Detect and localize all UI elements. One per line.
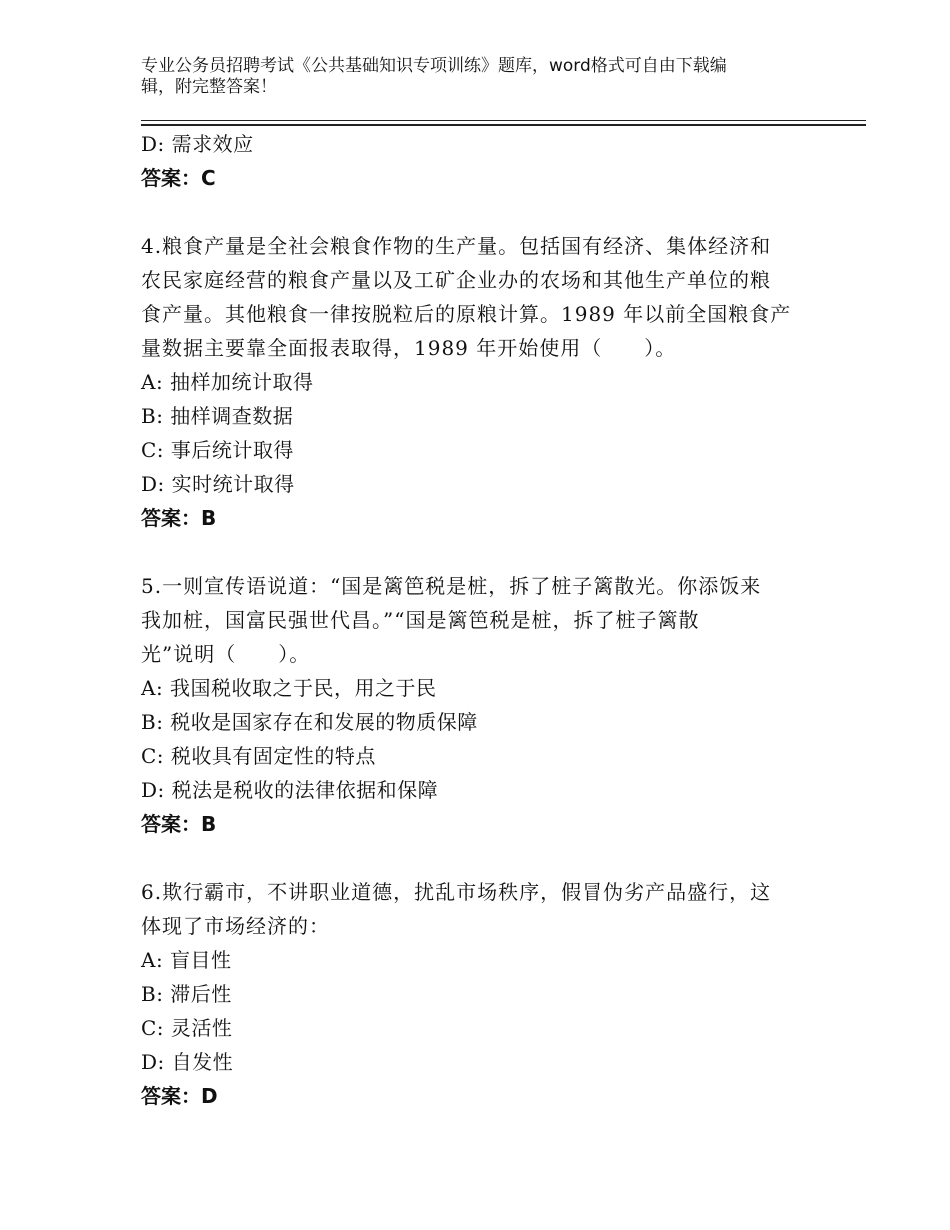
- q5-answer: 答案：B: [141, 812, 217, 836]
- q4-stem-line: 量数据主要靠全面报表取得，1989 年开始使用（ ）。: [141, 336, 677, 360]
- q6-stem-line: 体现了市场经济的：: [141, 914, 330, 938]
- q5-stem-line: 我加桩，国富民强世代昌。”“国是篱笆税是桩，拆了桩子篱散: [141, 608, 700, 632]
- q5-option-d: D: 税法是税收的法律依据和保障: [141, 778, 439, 802]
- q5-option-b: B: 税收是国家存在和发展的物质保障: [141, 710, 478, 734]
- q3-option-d: D: 需求效应: [141, 132, 254, 156]
- q6-answer: 答案：D: [141, 1084, 218, 1108]
- q4-stem: [141, 229, 806, 365]
- q4-option-d: D: 实时统计取得: [141, 472, 295, 496]
- q4-stem-line: 4.粮食产量是全社会粮食作物的生产量。包括国有经济、集体经济和: [141, 234, 772, 258]
- q6-stem-line: 6.欺行霸市，不讲职业道德，扰乱市场秩序，假冒伪劣产品盛行，这: [141, 880, 772, 904]
- q5-stem-line: 光”说明（ ）。: [141, 642, 311, 666]
- q5-option-a: A: 我国税收取之于民，用之于民: [141, 676, 437, 700]
- spacer: [141, 535, 806, 569]
- q4-stem-line: 食产量。其他粮食一律按脱粒后的原粮计算。1989 年以前全国粮食产: [141, 302, 792, 326]
- q6-option-d: D: 自发性: [141, 1050, 234, 1074]
- header-rule-thin: [141, 120, 866, 121]
- spacer: [141, 195, 806, 229]
- q6-option-c: C: 灵活性: [141, 1016, 233, 1040]
- q6-option-b: B: 滞后性: [141, 982, 232, 1006]
- header-line-1: 专业公务员招聘考试《公共基础知识专项训练》题库，word格式可自由下载编: [141, 56, 727, 76]
- q6-stem: [141, 875, 806, 943]
- q5-stem-line: 5.一则宣传语说道：“国是篱笆税是桩，拆了桩子篱散光。你添饭来: [141, 574, 762, 598]
- q4-answer: 答案：B: [141, 506, 217, 530]
- header-rule-thick: [141, 124, 866, 126]
- q4-option-b: B: 抽样调查数据: [141, 404, 294, 428]
- q4-option-c: C: 事后统计取得: [141, 438, 294, 462]
- page-header: [141, 56, 791, 98]
- q5-stem: [141, 569, 806, 671]
- q6-option-a: A: 盲目性: [141, 948, 232, 972]
- q5-option-c: C: 税收具有固定性的特点: [141, 744, 376, 768]
- header-line-2: 辑，附完整答案！: [141, 77, 277, 97]
- q3-answer: 答案：C: [141, 166, 216, 190]
- q4-option-a: A: 抽样加统计取得: [141, 370, 314, 394]
- spacer: [141, 841, 806, 875]
- content: [141, 127, 806, 1113]
- q4-stem-line: 农民家庭经营的粮食产量以及工矿企业办的农场和其他生产单位的粮: [141, 268, 771, 292]
